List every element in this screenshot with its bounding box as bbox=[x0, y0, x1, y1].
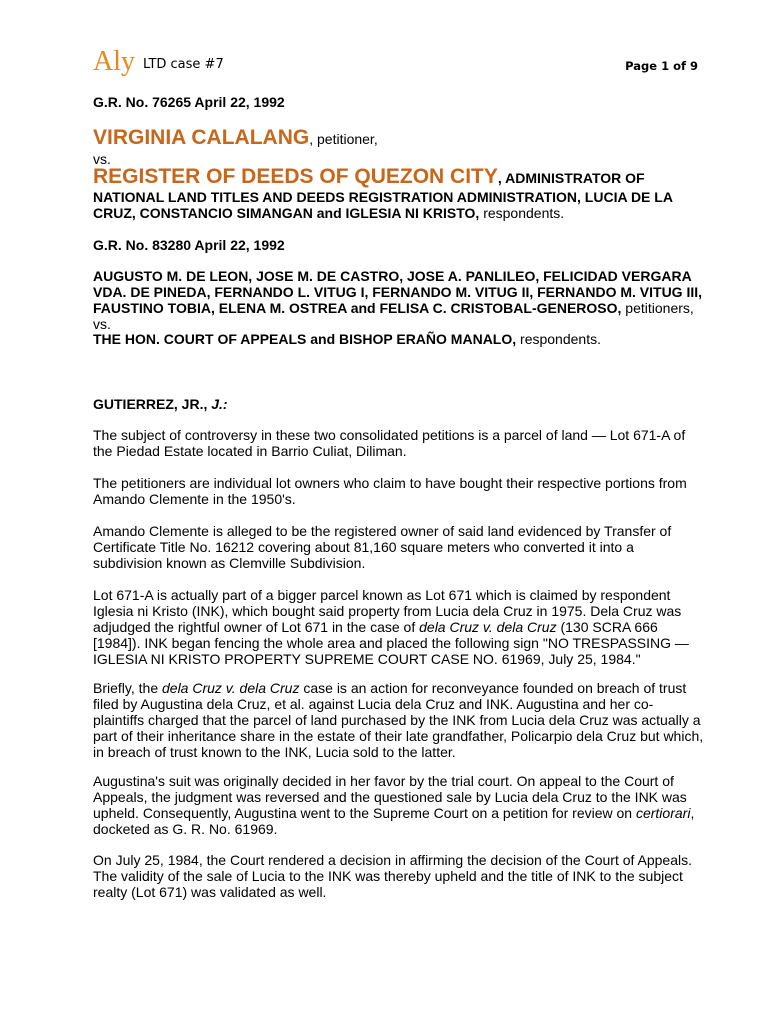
case2-line1: AUGUSTO M. DE LEON, JOSE M. DE CASTRO, JOSE A. PANLILEO, FELICIDAD VERGARA bbox=[93, 268, 692, 284]
case2-gr-number: G.R. No. 83280 April 22, 1992 bbox=[93, 237, 285, 253]
p4-line1: Lot 671-A is actually part of a bigger parcel known as Lot 671 which is claimed by respondent bbox=[93, 587, 671, 603]
paragraph-7 bbox=[93, 852, 715, 900]
p5-line5: in breach of trust known to the INK, Lucia sold to the latter. bbox=[93, 744, 456, 760]
p2-line1: The petitioners are individual lot owners who claim to have bought their respective portions from bbox=[93, 475, 687, 491]
respondent-line3-text: CRUZ, CONSTANCIO SIMANGAN and IGLESIA NI KRISTO, bbox=[93, 205, 480, 221]
p4-line2: Iglesia ni Kristo (INK), which bought said property from Lucia dela Cruz in 1975. Dela Cruz was bbox=[93, 603, 682, 619]
case2-line3 bbox=[93, 300, 694, 316]
ponente-name: GUTIERREZ, JR., bbox=[93, 396, 208, 412]
respondent-rest-line1: , ADMINISTRATOR OF bbox=[497, 170, 645, 186]
p7-line3: realty (Lot 671) was validated as well. bbox=[93, 884, 327, 900]
p7-line2: The validity of the sale of Lucia to the INK was thereby upheld and the title of INK to the subject bbox=[93, 868, 683, 884]
p6-line1: Augustina's suit was originally decided in her favor by the trial court. On appeal to the Court of bbox=[93, 773, 674, 789]
ponente bbox=[93, 396, 228, 412]
p6-line3-b: , bbox=[690, 805, 695, 821]
p4-case-title: dela Cruz v. dela Cruz bbox=[419, 619, 557, 635]
case2-respondents-suffix: respondents. bbox=[516, 331, 601, 347]
case2-respondents bbox=[93, 331, 601, 347]
case1-petitioner bbox=[93, 126, 378, 151]
case1-respondent-line3 bbox=[93, 205, 564, 221]
paragraph-3 bbox=[93, 523, 715, 571]
p5-line1-a: Briefly, the bbox=[93, 680, 162, 696]
case1-vs: vs. bbox=[93, 151, 111, 167]
respondents-suffix: respondents. bbox=[479, 205, 565, 221]
case-label: LTD case #7 bbox=[143, 57, 224, 72]
p4-line3-b: (130 SCRA 666 bbox=[556, 619, 658, 635]
brand-name: Aly bbox=[93, 46, 135, 77]
paragraph-1 bbox=[93, 427, 715, 459]
p5-line4: part of their inheritance share in the estate of their late grandfather, Policarpio dela Cruz but which, bbox=[93, 728, 704, 744]
p3-line1: Amando Clemente is alleged to be the registered owner of said land evidenced by Transfer of bbox=[93, 523, 672, 539]
p6-line3 bbox=[93, 805, 715, 821]
p5-case-title: dela Cruz v. dela Cruz bbox=[162, 680, 300, 696]
p4-line5: IGLESIA NI KRISTO PROPERTY SUPREME COURT CASE NO. 61969, July 25, 1984." bbox=[93, 651, 641, 667]
paragraph-6 bbox=[93, 773, 715, 837]
respondent-name: REGISTER OF DEEDS OF QUEZON CITY bbox=[93, 165, 498, 188]
page-number: Page 1 of 9 bbox=[625, 59, 698, 73]
page-header bbox=[93, 46, 698, 82]
p3-line2: Certificate Title No. 16212 covering about 81,160 square meters who converted it into a bbox=[93, 539, 634, 555]
case1-respondent-line2: NATIONAL LAND TITLES AND DEEDS REGISTRATION ADMINISTRATION, LUCIA DE LA bbox=[93, 189, 673, 205]
p6-line4: docketed as G. R. No. 61969. bbox=[93, 821, 278, 837]
case2-vs: vs. bbox=[93, 316, 111, 332]
ponente-title: J.: bbox=[211, 396, 228, 412]
p5-line1 bbox=[93, 680, 715, 696]
p4-line3-a: adjudged the rightful owner of Lot 671 in the case of bbox=[93, 619, 420, 635]
p7-line1: On July 25, 1984, the Court rendered a decision in affirming the decision of the Court of Appeals. bbox=[93, 852, 692, 868]
p5-line2: filed by Augustina dela Cruz, et al. against Lucia dela Cruz and INK. Augustina and her co- bbox=[93, 696, 654, 712]
case2-line2: VDA. DE PINEDA, FERNANDO L. VITUG I, FERNANDO M. VITUG II, FERNANDO M. VITUG III, bbox=[93, 284, 703, 300]
case1-gr-number: G.R. No. 76265 April 22, 1992 bbox=[93, 94, 285, 110]
paragraph-2 bbox=[93, 475, 715, 507]
p6-line2: Appeals, the judgment was reversed and the questioned sale by Lucia dela Cruz to the INK was bbox=[93, 789, 687, 805]
p4-line3 bbox=[93, 619, 715, 635]
p6-certiorari: certiorari bbox=[635, 805, 691, 821]
case2-respondents-text: THE HON. COURT OF APPEALS and BISHOP ERAÑO MANALO, bbox=[93, 331, 517, 347]
p5-line1-b: case is an action for reconveyance founded on breach of trust bbox=[299, 680, 687, 696]
petitioner-suffix: , petitioner, bbox=[309, 131, 378, 147]
p3-line3: subdivision known as Clemville Subdivision. bbox=[93, 555, 366, 571]
case1-respondent-line1 bbox=[93, 165, 645, 190]
p2-line2: Amando Clemente in the 1950's. bbox=[93, 491, 296, 507]
case2-line3-text: FAUSTINO TOBIA, ELENA M. OSTREA and FELISA C. CRISTOBAL-GENEROSO, bbox=[93, 300, 622, 316]
p1-line1: The subject of controversy in these two consolidated petitions is a parcel of land — Lot 671-A of bbox=[93, 427, 686, 443]
p1-line2: the Piedad Estate located in Barrio Culiat, Diliman. bbox=[93, 443, 407, 459]
p5-line3: plaintiffs charged that the parcel of land purchased by the INK from Lucia dela Cruz was actually a bbox=[93, 712, 701, 728]
p6-line3-a: upheld. Consequently, Augustina went to the Supreme Court on a petition for review on bbox=[93, 805, 636, 821]
petitioners-suffix: petitioners, bbox=[621, 300, 694, 316]
p4-line4: [1984]). INK began fencing the whole area and placed the following sign "NO TRESPASSING — bbox=[93, 635, 689, 651]
paragraph-5 bbox=[93, 680, 715, 760]
paragraph-4 bbox=[93, 587, 715, 667]
petitioner-name: VIRGINIA CALALANG bbox=[93, 126, 310, 149]
